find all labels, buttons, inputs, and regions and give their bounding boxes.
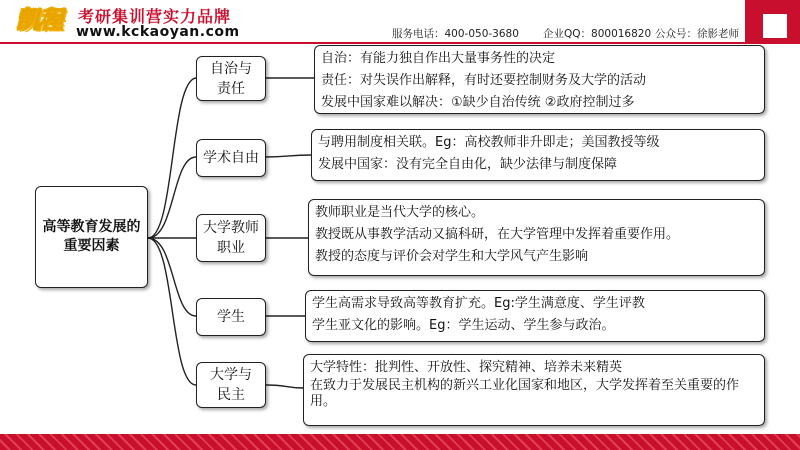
root-line-1: 高等教育发展的 (42, 219, 141, 235)
detail-academic-freedom (311, 129, 765, 181)
branch-university-democracy (196, 362, 266, 408)
branch-academic-profession (196, 214, 266, 262)
detail-line: 大学特性：批判性、开放性、探究精神、培养未来精英 (310, 360, 623, 375)
branch-label-line: 民主 (217, 387, 245, 403)
detail-line: 发展中国家难以解决：①缺少自治传统 ②政府控制过多 (321, 95, 635, 110)
detail-university-democracy (303, 354, 765, 426)
bottom-decoration-strip (0, 434, 800, 450)
connector-root-branch-1 (148, 78, 196, 238)
connector-root-branch-2 (148, 157, 196, 238)
connector-root-branch-5 (148, 238, 196, 385)
branch-label-line: 大学与 (210, 367, 252, 383)
connector-branch-5-detail (266, 385, 303, 388)
detail-line: 学生亚文化的影响。Eg：学生运动、学生参与政治。 (312, 318, 615, 333)
public-account: 公众号：徐影老师 (655, 28, 739, 40)
detail-academic-profession (308, 199, 765, 276)
brand-url: www.kckaoyan.com (76, 24, 240, 40)
branch-label-line: 责任 (217, 80, 245, 97)
branch-label-line: 学术自由 (203, 150, 259, 166)
detail-line: 学生高需求导致高等教育扩充。Eg:学生满意度、学生评教 (312, 296, 645, 311)
branch-label-line: 自治与 (210, 60, 252, 77)
detail-line: 教授既从事教学活动又搞科研，在大学管理中发挥着重要作用。 (315, 227, 680, 242)
branch-label-line: 大学教师 (203, 220, 259, 236)
enterprise-qq: 企业QQ：800016820 (543, 28, 652, 40)
service-phone: 服务电话：400-050-3680 (392, 28, 519, 40)
connector-branch-2-detail (266, 155, 311, 157)
root-node (35, 186, 148, 288)
detail-autonomy-responsibility (314, 45, 765, 114)
branch-academic-freedom (196, 139, 266, 177)
detail-line: 教授的态度与评价会对学生和大学风气产生影响 (315, 249, 589, 264)
detail-line: 与聘用制度相关联。Eg：高校教师非升即走；美国教授等级 (318, 135, 660, 150)
detail-students (305, 290, 765, 342)
branch-autonomy-responsibility (196, 56, 266, 101)
brand-logo: 凯程 (16, 6, 62, 34)
branch-students (196, 298, 266, 336)
detail-line: 在致力于发展民主机构的新兴工业化国家和地区，大学发挥着至关重要的作用。 (310, 378, 740, 409)
branch-label-line: 学生 (217, 309, 245, 325)
root-line-2: 重要因素 (63, 238, 120, 254)
detail-line: 发展中国家：没有完全自由化，缺少法律与制度保障 (318, 157, 618, 172)
detail-line: 教师职业是当代大学的核心。 (315, 205, 485, 220)
detail-line: 自治：有能力独自作出大量事务性的决定 (321, 51, 556, 66)
branch-label-line: 职业 (217, 240, 245, 256)
detail-line: 责任：对失误作出解释，有时还要控制财务及大学的活动 (321, 73, 647, 88)
brand-title: 考研集训营实力品牌 (78, 7, 232, 26)
